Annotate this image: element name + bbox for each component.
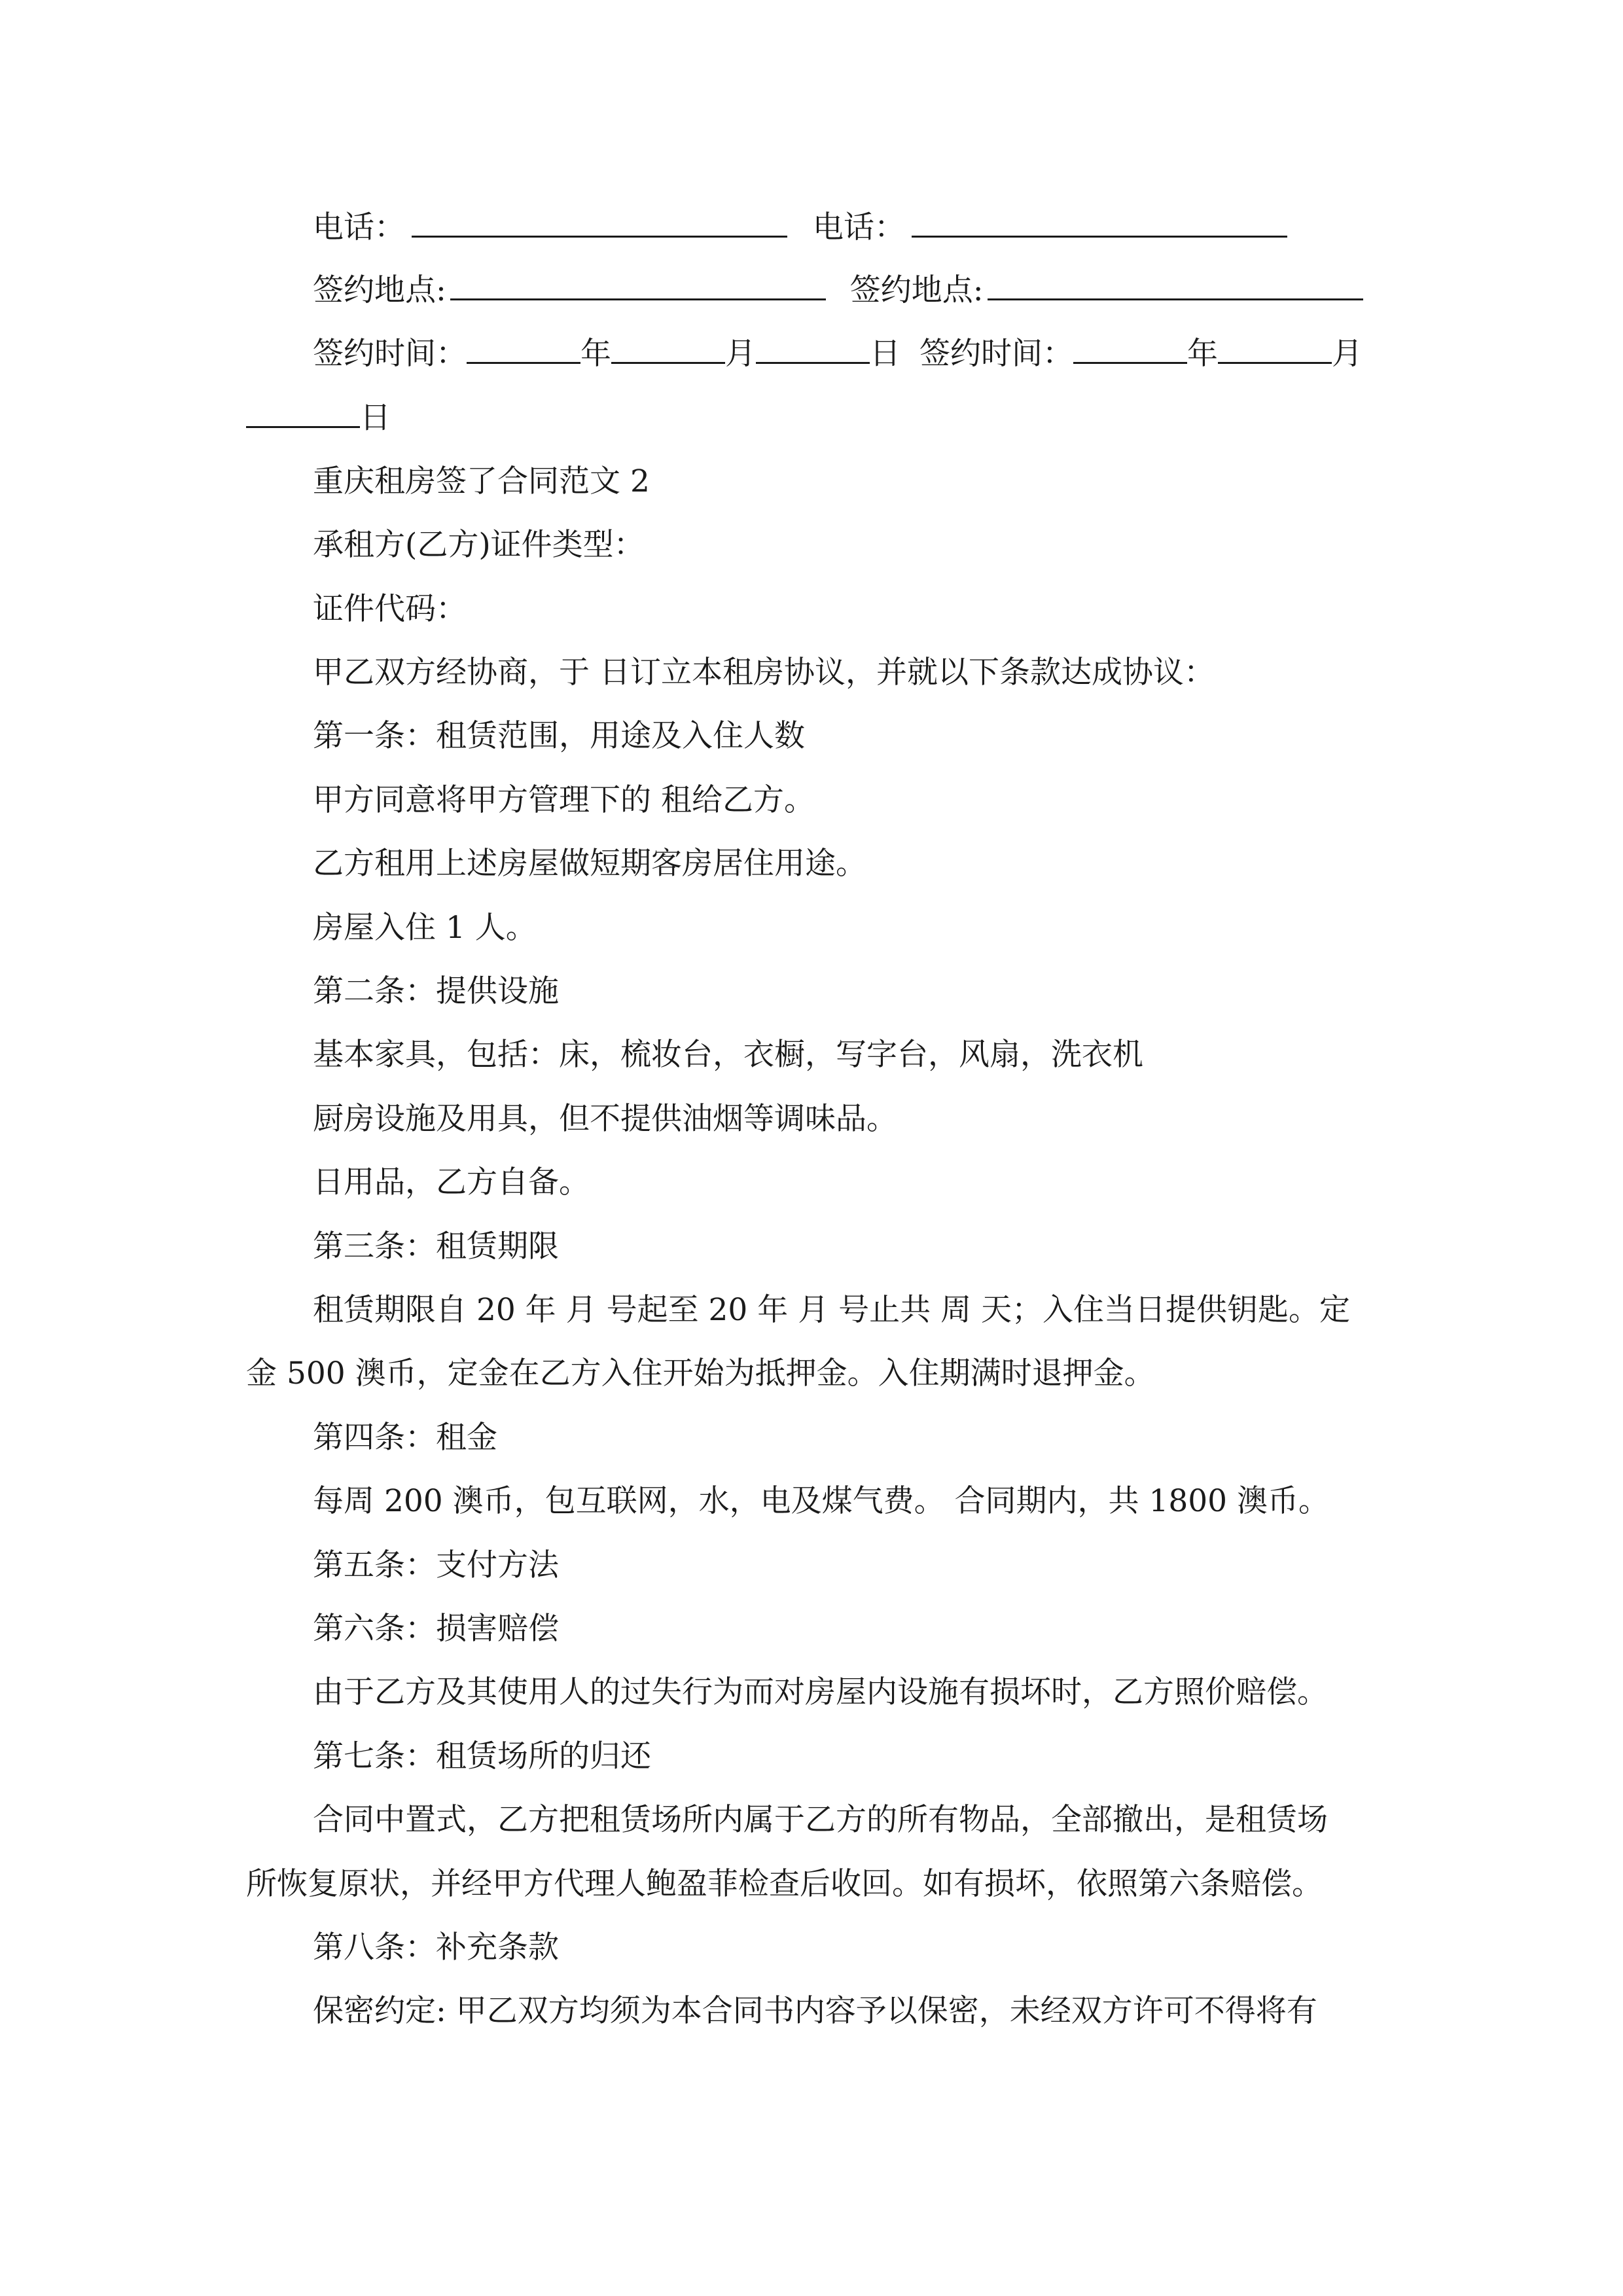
article-1-paragraph-1: 甲方同意将甲方管理下的 租给乙方。	[313, 782, 815, 818]
year-field-party-b[interactable]	[1073, 336, 1187, 364]
article-3-paragraph-1-line-1: 租赁期限自 20 年 月 号起至 20 年 月 号止共 周 天；入住当日提供钥匙。定	[313, 1292, 1351, 1328]
article-2-paragraph-3: 日用品，乙方自备。	[313, 1164, 590, 1200]
article-3-title: 第三条：租赁期限	[313, 1229, 559, 1265]
phone-label-party-a: 电话：	[313, 209, 405, 245]
document-title: 重庆租房签了合同范文 2	[313, 463, 650, 499]
article-2-paragraph-1: 基本家具，包括：床，梳妆台，衣橱，写字台，风扇，洗衣机	[313, 1037, 1143, 1073]
year-label: 年	[580, 336, 611, 372]
month-field-party-b[interactable]	[1218, 336, 1332, 364]
phone-field-party-a[interactable]	[412, 209, 787, 238]
month-field-party-a[interactable]	[611, 336, 725, 364]
article-4-title: 第四条：租金	[313, 1420, 497, 1456]
day-field-party-b[interactable]	[246, 400, 360, 428]
article-4-paragraph-1: 每周 200 澳币，包互联网，水，电及煤气费。 合同期内，共 1800 澳币。	[313, 1483, 1330, 1519]
article-7-title: 第七条：租赁场所的归还	[313, 1738, 651, 1774]
signing-time-line-continued	[246, 399, 391, 438]
preamble: 甲乙双方经协商，于 日订立本租房协议，并就以下条款达成协议：	[313, 655, 1215, 691]
day-label: 日	[870, 336, 901, 372]
phone-field-party-b[interactable]	[912, 209, 1287, 238]
article-2-title: 第二条：提供设施	[313, 973, 559, 1009]
article-6-title: 第六条：损害赔偿	[313, 1611, 559, 1647]
month-label: 月	[725, 336, 756, 372]
phone-label-party-b: 电话：	[812, 209, 905, 245]
article-7-paragraph-1-line-1: 合同中置式，乙方把租赁场所内属于乙方的所有物品，全部撤出，是租赁场	[313, 1802, 1328, 1838]
signing-place-line	[313, 271, 1363, 310]
article-1-paragraph-2: 乙方租用上述房屋做短期客房居住用途。	[313, 846, 866, 882]
day-field-party-a[interactable]	[756, 336, 870, 364]
year-label: 年	[1186, 336, 1218, 372]
signing-place-label-party-a: 签约地点:	[313, 272, 446, 308]
article-1-title: 第一条：租赁范围，用途及入住人数	[313, 718, 805, 754]
signing-place-field-party-a[interactable]	[450, 272, 826, 300]
article-1-paragraph-3: 房屋入住 1 人。	[313, 910, 537, 946]
article-7-paragraph-1-line-2: 所恢复原状，并经甲方代理人鲍盈菲检查后收回。如有损坏，依照第六条赔偿。	[246, 1866, 1323, 1902]
day-label: 日	[360, 400, 391, 436]
year-field-party-a[interactable]	[467, 336, 580, 364]
article-5-title: 第五条：支付方法	[313, 1547, 559, 1583]
article-3-paragraph-1-line-2: 金 500 澳币，定金在乙方入住开始为抵押金。入住期满时退押金。	[246, 1355, 1155, 1391]
id-code: 证件代码：	[313, 591, 467, 627]
lessee-id-type: 承租方(乙方)证件类型：	[313, 527, 645, 563]
signing-place-field-party-b[interactable]	[988, 272, 1363, 300]
article-8-title: 第八条：补充条款	[313, 1929, 559, 1965]
signing-time-label-party-a: 签约时间：	[313, 336, 467, 372]
signing-place-label-party-b: 签约地点:	[849, 272, 984, 308]
article-6-paragraph-1: 由于乙方及其使用人的过失行为而对房屋内设施有损坏时，乙方照价赔偿。	[313, 1674, 1328, 1710]
signing-time-line	[313, 334, 1363, 374]
month-label: 月	[1331, 336, 1363, 372]
article-2-paragraph-2: 厨房设施及用具，但不提供油烟等调味品。	[313, 1101, 897, 1137]
signing-time-label-party-b: 签约时间：	[919, 336, 1073, 372]
article-8-paragraph-1: 保密约定: 甲乙双方均须为本合同书内容予以保密，未经双方许可不得将有	[313, 1993, 1317, 2029]
phone-line	[313, 208, 1287, 247]
